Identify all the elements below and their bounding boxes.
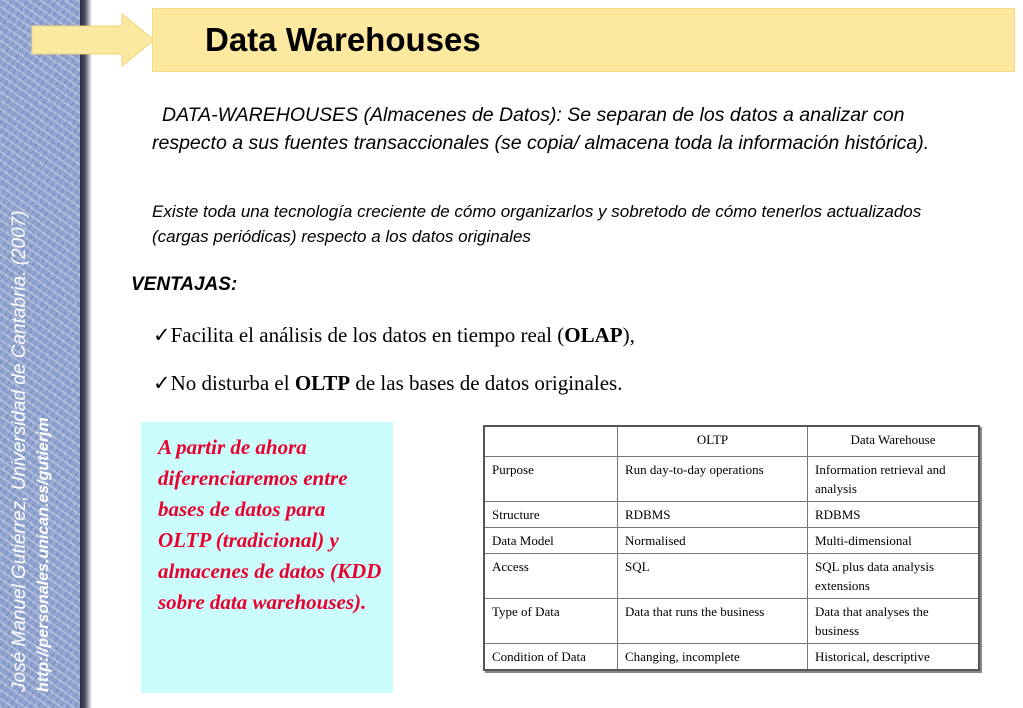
table-cell: SQL plus data analysis extensions (808, 554, 980, 599)
table-header-cell: Data Warehouse (808, 426, 980, 457)
note-box (141, 422, 393, 693)
table-cell: Multi-dimensional (808, 528, 980, 554)
side-credits (8, 92, 56, 692)
bullet-text-end: de las bases de datos originales. (350, 371, 623, 395)
table-row (484, 457, 979, 502)
table-cell: Condition of Data (484, 644, 618, 671)
table-cell: Changing, incomplete (618, 644, 808, 671)
intro-paragraph: DATA-WAREHOUSES (Almacenes de Datos): Se separan de los datos a analizar con respecto a sus fuentes transaccionales (se copia/ almacena toda la información histórica). (152, 104, 930, 154)
arrow-right-icon (30, 12, 156, 68)
table-cell: Information retrieval and analysis (808, 457, 980, 502)
table-cell: Normalised (618, 528, 808, 554)
table-cell: SQL (618, 554, 808, 599)
bullet-text-start: Facilita el análisis de los datos en tiempo real ( (170, 323, 565, 347)
advantage-bullet-oltp (153, 371, 622, 396)
table-cell: RDBMS (618, 502, 808, 528)
check-icon: ✓ (153, 323, 171, 347)
bullet-keyword-oltp: OLTP (294, 371, 351, 395)
table-header-cell (484, 426, 618, 457)
table-header-cell: OLTP (618, 426, 808, 457)
table-cell: Historical, descriptive (808, 644, 980, 671)
check-icon: ✓ (153, 371, 171, 395)
table-cell: Access (484, 554, 618, 599)
table-cell: Data Model (484, 528, 618, 554)
table-cell: Run day-to-day operations (618, 457, 808, 502)
oltp-vs-warehouse-table (483, 425, 980, 671)
table-row (484, 644, 979, 671)
title-bar (153, 9, 1014, 71)
table-cell: Purpose (484, 457, 618, 502)
table-cell: Data that analyses the business (808, 599, 980, 644)
table-row (484, 528, 979, 554)
table-cell: Data that runs the business (618, 599, 808, 644)
advantages-heading: VENTAJAS: (131, 274, 238, 295)
bullet-text-start: No disturba el (170, 371, 295, 395)
table-row (484, 502, 979, 528)
table-row (484, 599, 979, 644)
author-url: http://personales.unican.es/gutierjm (35, 417, 52, 692)
intro-secondary-paragraph: Existe toda una tecnología creciente de cómo organizarlos y sobretodo de cómo tenerlos actualizados (cargas periódicas) respecto a los datos originales (152, 202, 922, 246)
table-cell: Type of Data (484, 599, 618, 644)
table-cell: Structure (484, 502, 618, 528)
side-strip-shadow (80, 0, 92, 708)
table-cell: RDBMS (808, 502, 980, 528)
note-text: A partir de ahora diferenciaremos entre bases de datos para OLTP (tradicional) y almacenes de datos (KDD sobre data warehouses). (158, 435, 382, 614)
bullet-text-end: ), (622, 323, 635, 347)
table-row (484, 554, 979, 599)
advantage-bullet-olap (153, 323, 635, 348)
table-header-row (484, 426, 979, 457)
author-credit: José Manuel Gutiérrez, Universidad de Cantabria. (2007) (9, 210, 30, 692)
page-title: Data Warehouses (205, 21, 481, 58)
bullet-keyword-olap: OLAP (564, 323, 623, 347)
